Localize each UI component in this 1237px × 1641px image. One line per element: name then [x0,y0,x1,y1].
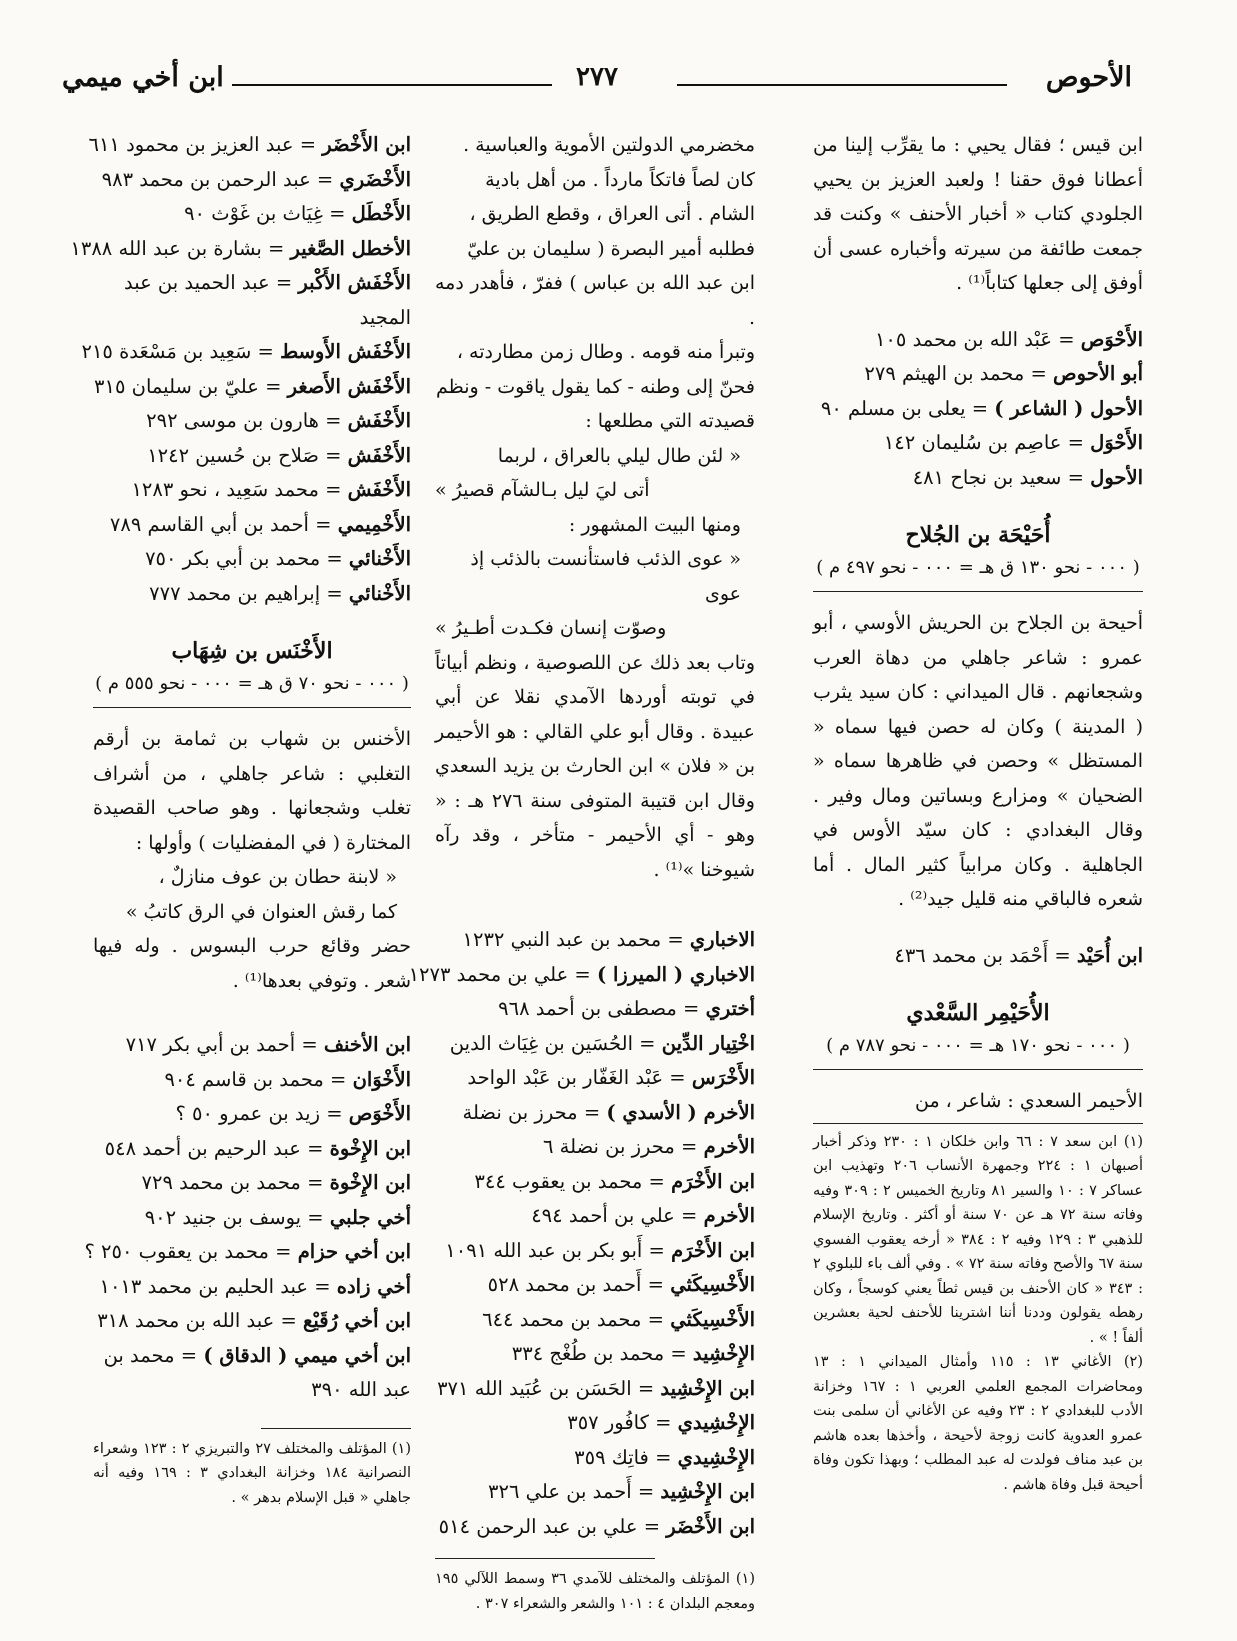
entry-ref: = أَبو بكر بن عبد الله ١٠٩١ [445,1238,665,1262]
running-title-right: الأحوص [1045,62,1132,93]
text-line: فطلبه أمير البصرة ( سليمان بن عليّ [467,237,755,260]
entry-ref: = محمد بن محمد ٧٢٩ [141,1171,324,1194]
entry-ref: = غِيَاث بن غَوْث ٩٠ [184,202,346,225]
index-entry [93,1270,411,1305]
biography-dates: ( ٠٠٠ - نحو ١٣٠ ق هـ = ٠٠٠ - نحو ٤٩٧ م ) [816,557,1140,578]
footnote: (١) المؤتلف والمختلف ٢٧ والتبريزي ٢ : ١٢٣ وشعراء النصرانية ١٨٤ وخزانة البغدادي ٣ : ١٦٩ وفيه أنه جاهلي « قبل الإسلام بدهر » . [93,1440,411,1506]
entry-ref: = إبراهيم بن محمد ٧٧٧ [149,581,343,605]
index-entry [93,508,411,543]
entry-ref: = بشارة بن عبد الله ١٣٨٨ [70,236,285,260]
index-entry [435,1268,755,1303]
index-entry [93,542,411,577]
title-divider [813,591,1143,592]
index-entry [93,1063,411,1098]
entry-ref: = عبد العزيز بن محمود ٦١١ [88,133,317,156]
index-entry [408,958,755,993]
entry-name: الأَخْسِيكَثي [670,1273,755,1296]
entry-name: الأخرم [703,1135,755,1158]
entry-ref: = زيد بن عمرو ٥٠ ؟ [175,1102,343,1125]
text-line: كان لصاً فاتكاً مارداً . من أهل بادية [485,168,755,191]
index-entry [813,939,1143,974]
index-entry [435,1096,755,1131]
entry-ref: = سعيد بن نجاح ٤٨١ [912,465,1084,489]
verse-intro: ومنها البيت المشهور : [568,513,741,536]
entry-ref: = محمد بن عبد النبي ١٢٣٢ [462,928,684,951]
biography-dates: ( ٠٠٠ - نحو ١٧٠ هـ = ٠٠٠ - نحو ٧٨٧ م ) [826,1035,1130,1056]
index-entry [435,1337,755,1372]
entry-ref: = محمد بن الهيثم ٢٧٩ [864,362,1047,385]
verse-line: « عوى الذئب فاستأنست بالذئب إذ عوى [470,548,741,605]
entry-ref: = صَلاح بن حُسين ١٢٤٢ [147,443,342,467]
index-entry [435,1061,755,1096]
index-entry [93,473,411,508]
entry-name: الأحول [1090,465,1143,489]
biography-text: الأحيمر السعدي : شاعر ، من [915,1090,1143,1112]
entry-ref: = أَحمد بن علي ٣٢٦ [488,1480,655,1503]
entry-name: ابن الإِخْوة [329,1136,411,1160]
entry-name: الأَخْوَان [352,1067,411,1091]
header-rule-left [232,84,552,86]
verse-line: كما رقش العنوان في الرق كاتبُ » [125,900,397,923]
index-entry [93,197,411,232]
entry-continuation: عبد الله ٣٩٠ [311,1378,411,1401]
entry-ref: = عبد الرحيم بن أحمد ٥٤٨ [104,1136,324,1160]
entry-name: الأَخْطَل [351,202,411,225]
index-entry [813,426,1143,461]
biography-title: الأَخْنَس بن شِهَاب [171,638,333,664]
entry-ref: = أَحْمَد بن محمد ٤٣٦ [894,943,1071,967]
entry-ref: = محمد بن محمد ٦٤٤ [482,1307,665,1331]
index-entry [435,1475,755,1510]
entry-name: الإِخْشِيدي [677,1411,755,1434]
text-line: وتبرأ منه قومه . وطال زمن مطاردته ، [456,341,755,363]
entry-ref: = محمد بن يعقوب ٣٤٤ [474,1169,665,1193]
entry-name: ابن أخي ميمي ( الدقاق ) [203,1343,411,1367]
entry-name: أخي جلبي [329,1205,411,1229]
entry-name: ابن الأَخْضَر [322,133,411,156]
entry-continuation: المجيد [359,305,411,329]
entry-name: أبو الأحوص [1053,362,1143,385]
index-entry [84,1235,411,1270]
entry-ref: = عبد الله بن محمد ٣١٨ [97,1309,297,1332]
footnote-divider [813,1123,1143,1124]
entry-ref: = علي بن عبد الرحمن ٥١٤ [438,1514,661,1538]
entry-ref: = يوسف بن جنيد ٩٠٢ [144,1205,324,1229]
index-entry [93,1339,411,1374]
entry-name: اخْتِيار الدِّين [661,1031,755,1055]
entry-name: الأَخْسِيكَثي [670,1307,755,1331]
entry-ref: = محرز بن نضلة ٦ [543,1135,698,1158]
entry-ref: = محمد بن يعقوب ٢٥٠ ؟ [84,1240,292,1263]
index-entry [93,1201,411,1236]
entry-name: الأحول ( الشاعر ) [994,396,1143,420]
entry-name: الأَخْضَري [339,167,411,191]
index-entry [435,923,755,958]
column-middle [408,128,755,1616]
entry-name: الأخرم [703,1204,755,1227]
index-entry [435,1510,755,1545]
index-entry [93,1166,411,1201]
index-entry [435,992,755,1027]
entry-ref: = عَبْد الغَفّار بن عَبْد الواحد [467,1066,686,1089]
entry-ref: = يعلى بن مسلم ٩٠ [820,396,989,420]
entry-name: أختري [705,997,755,1020]
entry-name: الإِخْشِيدي [677,1445,755,1469]
index-entry [435,1303,755,1338]
entry-name: الأَخْمِيمي [337,512,411,536]
page-header [62,62,1132,112]
entry-ref: = عاصِم بن سُليمان ١٤٢ [883,431,1084,454]
entry-ref: = محمد بن طُغْج ٣٣٤ [511,1342,687,1365]
text-line: فحنّ إلى وطنه - كما يقول ياقوت - ونظم [436,375,755,398]
text-line: ابن عبد الله بن عباس ) ففرّ ، فأهدر دمه . [435,272,755,329]
entry-ref: = كافُور ٣٥٧ [567,1411,672,1434]
entry-ref: = سَعِيد بن مَسْعَدة ٢١٥ [81,340,274,363]
entry-name: ابن أخي حزام [297,1240,411,1263]
index-entry [93,1132,411,1167]
entry-name: الإِخْشِيد [692,1342,755,1365]
index-entry [93,1097,411,1132]
entry-ref: = محمد سَعِيد ، نحو ١٢٨٣ [131,478,342,501]
entry-name: أخي زاده [336,1274,411,1298]
entry-name: ابن الإِخْشِيد [660,1480,755,1503]
verse-line: « لئن طال ليلي بالعراق ، لربما [497,444,741,467]
entry-name: الأخرم ( الأسدي ) [606,1100,755,1124]
index-entry [435,1027,755,1062]
entry-ref: = أَحمد بن محمد ٥٢٨ [487,1273,665,1296]
footnote-divider [261,1428,411,1429]
index-entry [435,1441,755,1476]
title-divider [93,707,411,708]
entry-name: ابن الأَخْرَم [671,1238,755,1262]
entry-ref: = محمد بن أبي بكر ٧٥٠ [145,547,343,570]
entry-ref: = عليّ بن سليمان ٣١٥ [94,374,282,398]
entry-name: الأَخْفَش الأَوسط [280,340,411,363]
index-entry [93,404,411,439]
index-entry [435,1130,755,1165]
entry-name: الأَخْرَس [691,1066,755,1089]
index-entry [93,370,411,405]
entry-name: الأَخْفَش [347,409,411,432]
index-entry [435,1199,755,1234]
index-entry [435,1234,755,1269]
entry-ref: = الحُسَين بن غِيَاث الدين [449,1031,656,1055]
index-entry [93,163,411,198]
entry-ref: = الحَسَن بن عُبَيد الله ٣٧١ [437,1376,655,1400]
entry-name: الأَخْفَش [347,443,411,467]
entry-ref: = محمد بن قاسم ٩٠٤ [164,1067,347,1091]
entry-name: الأَخْفَش الأَكْبر [298,271,411,294]
page-number: ٢٧٧ [576,62,618,92]
index-entry [88,128,411,163]
text-line: قصيدته التي مطلعها : [585,410,755,432]
entry-name: الأخطل الصَّغير [290,236,411,260]
index-entry [93,1304,411,1339]
entry-name: الأَخْفَش [347,478,411,501]
entry-name: الأَخْفَش الأَصغر [287,374,411,398]
biography-title: أُحَيْحَة بن الجُلاح [905,522,1051,548]
index-entry [93,577,411,612]
column-right [813,128,1143,1497]
biography-text: الأخنس بن شهاب بن ثمامة بن أرقم التغلبي : شاعر جاهلي ، من أشراف تغلب وشجعانها . وهو صاحب القصيدة المختارة ( في المفضليات ) وأولها : [93,728,411,854]
entry-ref: = فاتِك ٣٥٩ [574,1445,672,1469]
entry-ref: = أحمد بن أبي القاسم ٧٨٩ [109,512,332,536]
entry-name: ابن الإِخْوة [329,1171,411,1194]
index-entry [70,232,411,267]
entry-ref: = مصطفى بن أحمد ٩٦٨ [498,997,700,1020]
index-entry [813,323,1143,358]
entry-ref: = هارون بن موسى ٢٩٢ [146,409,342,432]
index-entry [435,1165,755,1200]
verse-line: أتى ليَ ليل بـالشآم قصيرُ » [435,479,650,501]
header-rule-right [677,84,1007,86]
footnote: (١) المؤتلف والمختلف للآمدي ٣٦ وسمط اللآلي ١٩٥ ومعجم البلدان ٤ : ١٠١ والشعر والشعراء ٣٠٧ . [435,1571,755,1612]
entry-name: ابن الأَخْرَم [671,1169,755,1193]
entry-name: الأَخْوَص [348,1102,411,1125]
entry-name: ابن الأَخْضَر [666,1514,755,1538]
index-entry [813,461,1143,496]
entry-ref: = عبد الحميد بن عبد [123,271,293,294]
verse-line: وصوّت إنسان فكـدت أطـيرُ » [435,617,667,639]
entry-name: ابن الأخنف [323,1033,411,1056]
biography-text: أحيحة بن الجلاح بن الحريش الأوسي ، أبو عمرو : شاعر جاهلي من دهاة العرب وشجعانهم . قال الميداني : كان سيد يثرب ( المدينة ) وكان له حصن فيها سماه « المستظل » وحصن في ظاهرها سماه « الضحيان » ومزارع وبساتين ومال وفير . وقال البغدادي : كان سيّد الأوس في الجاهلية . وكان مرابياً كثير المال . أما شعره فالباقي منه قليل جيد⁽²⁾ . [813,612,1143,910]
footnote: (١) ابن سعد ٧ : ٦٦ وابن خلكان ١ : ٢٣٠ وذكر أخبار أصبهان ١ : ٢٢٤ وجمهرة الأنساب ٢٠٦ وتهذيب ابن عساكر ٧ : ١٠ والسير ٨١ وتاريخ الخميس ٢ : ٣٠٩ وفيه وفاته سنة ٧٢ هـ عن ٧٠ سنة أو أكثر . وتاريخ الإسلام للذهبي ٣ : ١٢٩ وفيه ٢ : ٣٨٤ « أرخه يعقوب الفسوي سنة ٦٧ والأصح وفاته سنة ٧٢ » . وفي ألف باء للبلوي ٢ : ٣٤٣ « كان الأحنف بن قيس ثطاً يعني كوسجاً ، وكان رهطه يقولون وددنا أننا اشترينا للأحنف لحية بعشرين ألفاً ! » . [813,1133,1144,1346]
index-entry [435,1406,755,1441]
index-entry [813,357,1143,392]
entry-name: ابن الإِخْشِيد [660,1376,755,1400]
text-line: مخضرمي الدولتين الأموية والعباسية . [463,134,755,156]
entry-name: الأَخْنائي [348,547,411,570]
entry-name: الاخباري [689,928,755,951]
footnote: (٢) الأغاني ١٣ : ١١٥ وأمثال الميداني ١ : ١٣ ومحاضرات المجمع العلمي العربي ١ : ١٦٧ وخزانة الأدب للبغدادي ٢ : ٢٣ وفيه عن الأغاني أن سلمى بنت عمرو العدوية كانت زوجة لأحيحة ، وأخذها بعده هاشم بن عبد مناف فولدت له عبد المطلب ؛ وبهذا تكون وفاة أحيحة قبل وفاة هاشم . [813,1354,1144,1493]
entry-ref: = أحمد بن أبي بكر ٧١٧ [125,1033,318,1056]
entry-name: الأَحْوَل [1090,431,1143,454]
entry-name: الاخباري ( الميرزا ) [596,962,755,986]
biography-title: الأُحَيْمِر السَّعْدي [906,1000,1050,1026]
index-entry [813,392,1143,427]
title-divider [813,1069,1143,1070]
entry-name: الأَخْنائي [348,581,411,605]
entry-ref: = علي بن أحمد ٤٩٤ [531,1204,698,1227]
footnote-divider [435,1558,655,1559]
running-title-left: ابن أخي ميمي [62,62,224,93]
intro-paragraph: ابن قيس ؛ فقال يحيي : ما يقرِّب إلينا من أعطانا فوق حقنا ! ولعبد العزيز بن يحيي الجلودي كتاب « أخبار الأحنف » وكنت قد جمعت طائفة من سيرته وأخباره عسى أن أوفق إلى جعلها كتاباً⁽¹⁾ . [813,134,1143,294]
entry-ref: = عبد الحليم بن محمد ١٠١٣ [99,1274,331,1298]
biography-dates: ( ٠٠٠ - نحو ٧٠ ق هـ = ٠٠٠ - نحو ٥٥٥ م ) [95,673,409,694]
entry-ref: = عبد الرحمن بن محمد ٩٨٣ [101,167,334,191]
biography-text: حضر وقائع حرب البسوس . وله فيها شعر . وتوفي بعدها⁽¹⁾ . [93,935,411,992]
entry-ref: = محمد بن [103,1343,198,1367]
entry-ref: = محرز بن نضلة [462,1100,601,1124]
entry-name: الأَحْوَص [1080,327,1143,351]
index-entry [81,335,411,370]
verse-line: « لابنة حطان بن عوف منازلٌ ، [158,866,397,888]
column-left [70,128,411,1510]
entry-ref: = عَبْد الله بن محمد ١٠٥ [874,327,1075,351]
entry-ref: = علي بن محمد ١٢٧٣ [408,962,591,986]
index-entry [93,266,411,301]
entry-name: ابن أُحَيْد [1076,943,1143,967]
entry-name: ابن أخي رُقَيْع [303,1309,411,1332]
index-entry [435,1372,755,1407]
text-line: الشام . أتى العراق ، وقطع الطريق ، [469,203,755,225]
index-entry [93,439,411,474]
biography-text: وتاب بعد ذلك عن اللصوصية ، ونظم أبياتاً في توبته أوردها الآمدي نقلا عن أبي عبيدة . وقال أبو علي القالي : هو الأحيمر بن « فلان » ابن الحارث بن يزيد السعدي وقال ابن قتيبة المتوفى سنة ٢٧٦ هـ : « وهو - أي الأحيمر - متأخر ، وقد رآه شيوخنا »⁽¹⁾ . [435,651,755,881]
index-entry [93,1028,411,1063]
